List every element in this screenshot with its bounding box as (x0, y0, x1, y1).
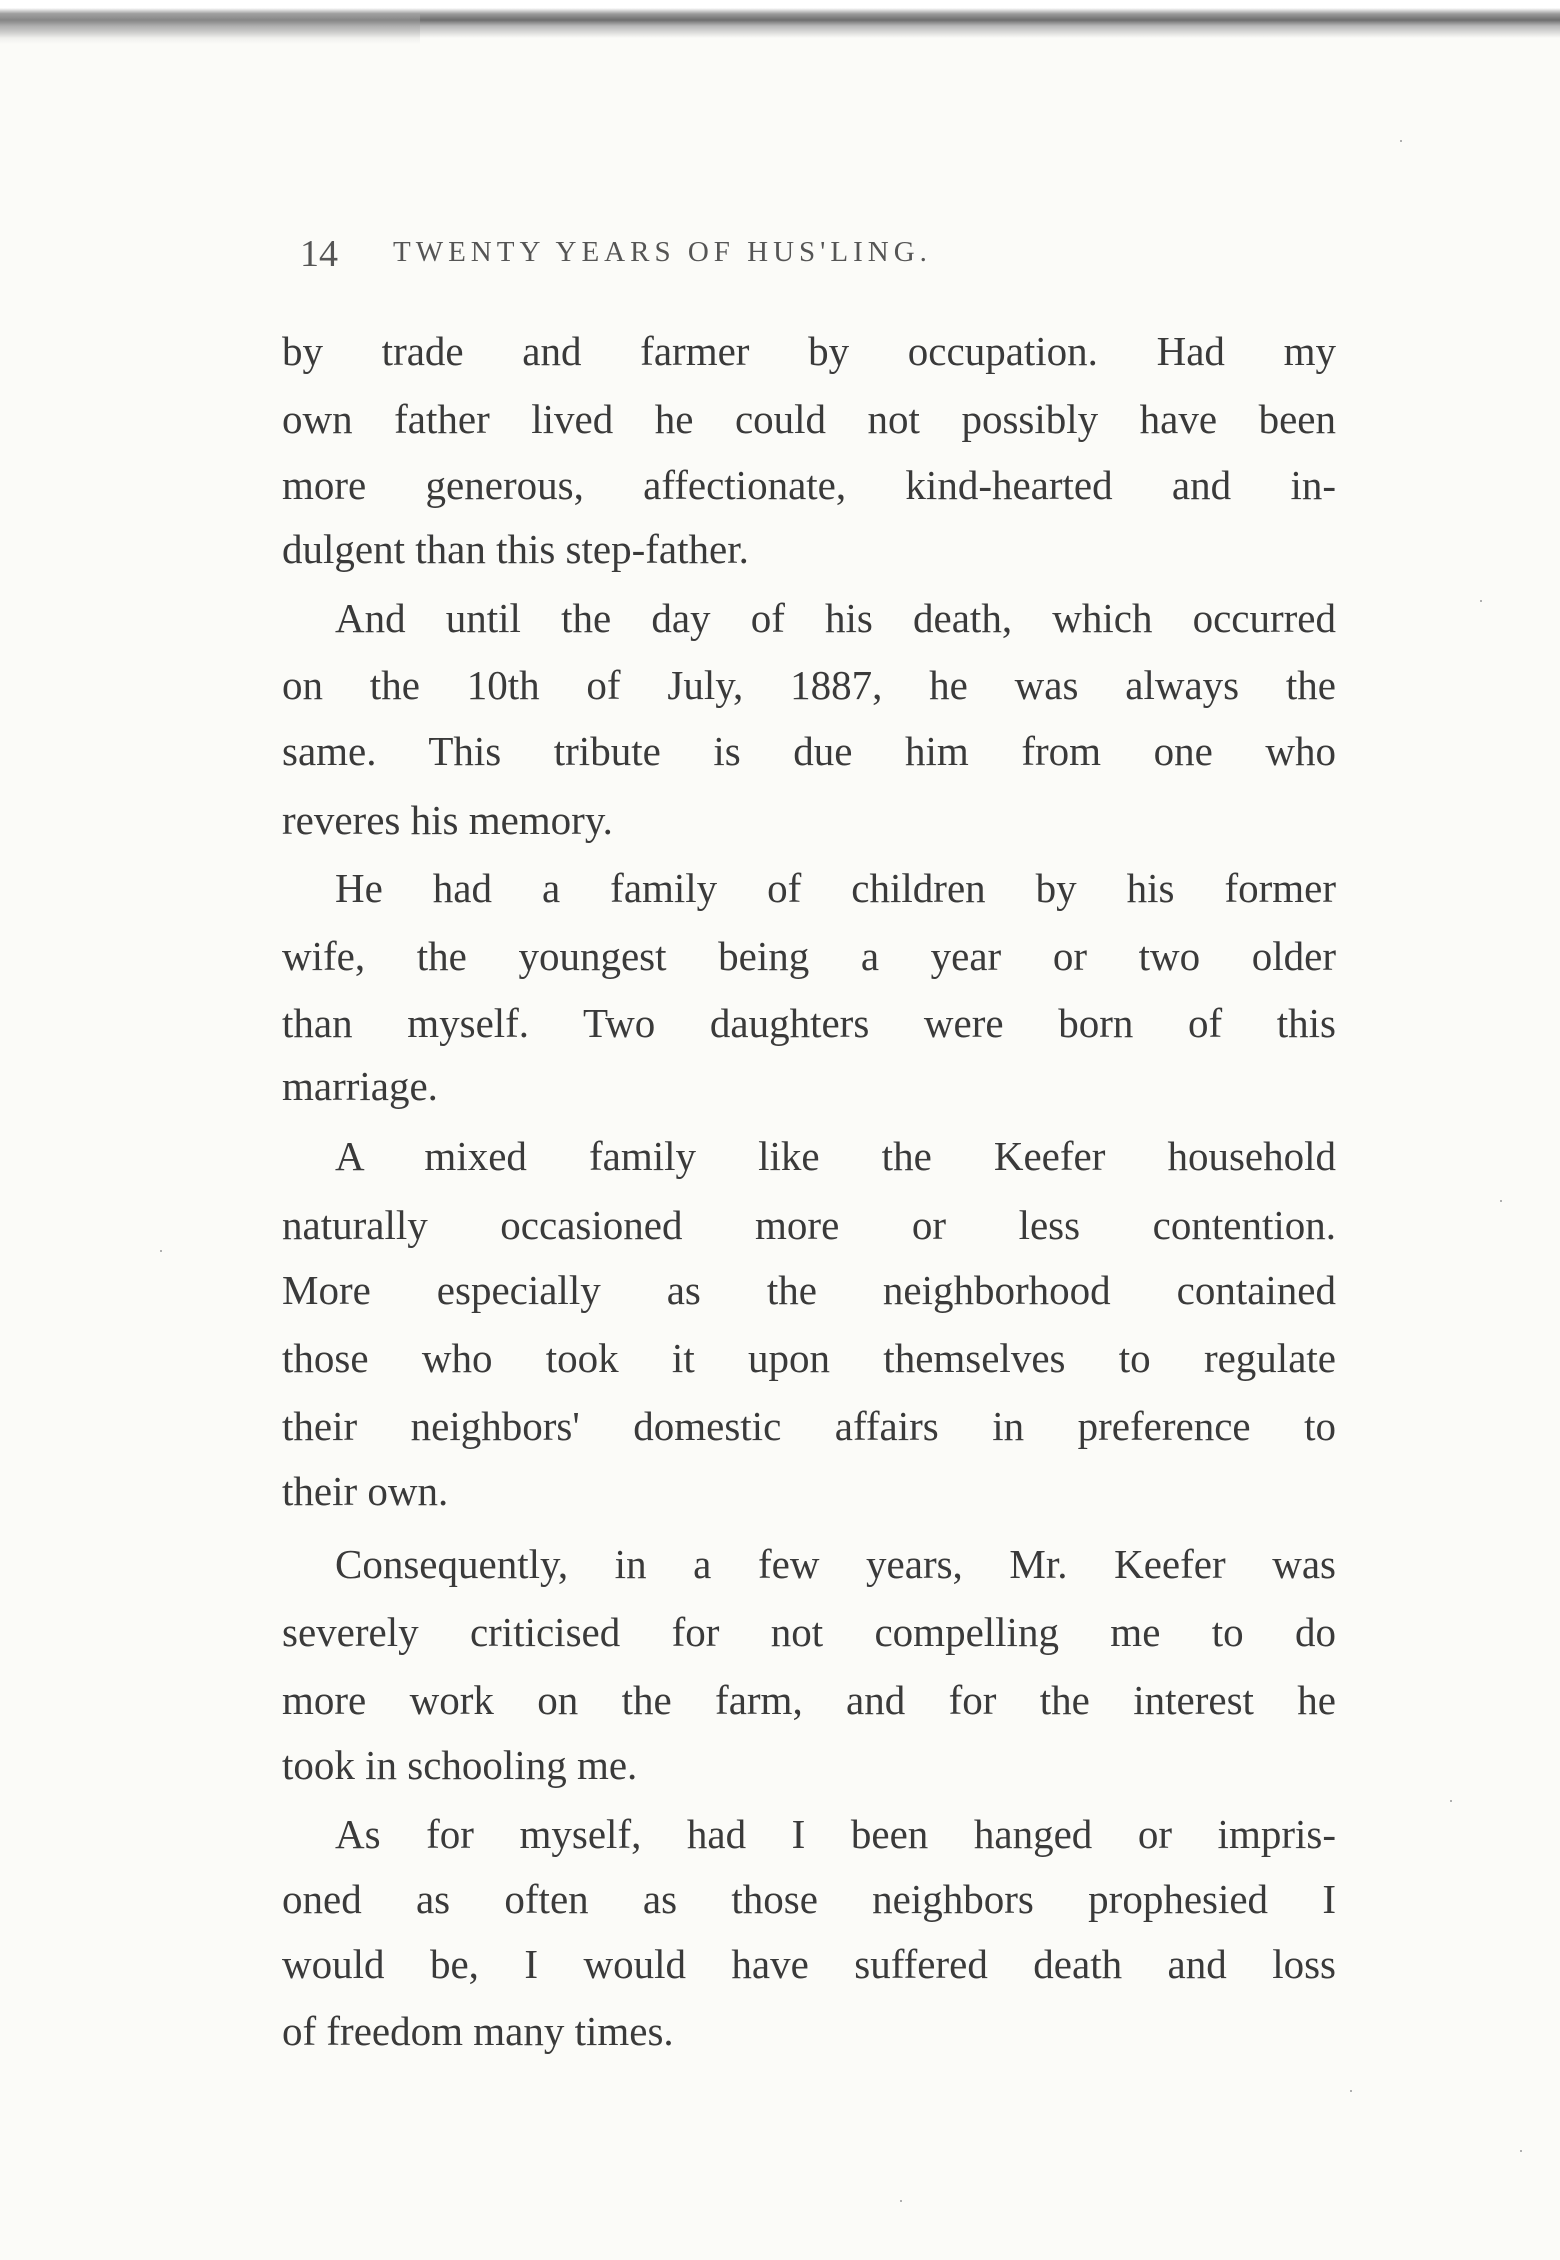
scan-edge-shadow-left (0, 14, 420, 44)
text-line: than myself. Two daughters were born of this (282, 1000, 1336, 1046)
scan-speck (1350, 2090, 1352, 2092)
text-line: their own. (282, 1468, 449, 1514)
text-line: And until the day of his death, which occurred (335, 595, 1336, 641)
scan-speck (900, 2200, 902, 2202)
running-title: TWENTY YEARS OF HUS'LING. (393, 236, 932, 268)
scan-speck (1500, 1200, 1502, 1202)
text-line: more work on the farm, and for the interest he (282, 1677, 1336, 1723)
text-line: by trade and farmer by occupation. Had my (282, 328, 1336, 374)
scan-speck (1480, 600, 1482, 602)
text-line: more generous, affectionate, kind-hearted and in- (282, 462, 1336, 508)
text-line: own father lived he could not possibly have been (282, 396, 1336, 442)
text-line: As for myself, had I been hanged or impris- (335, 1811, 1336, 1857)
text-line: oned as often as those neighbors prophesied I (282, 1876, 1336, 1922)
text-line: took in schooling me. (282, 1742, 638, 1788)
page-number: 14 (300, 233, 338, 275)
text-line: their neighbors' domestic affairs in preference to (282, 1403, 1336, 1449)
text-line: naturally occasioned more or less contention. (282, 1202, 1336, 1248)
text-line: More especially as the neighborhood contained (282, 1267, 1336, 1313)
scan-speck (1520, 2150, 1522, 2152)
scan-speck (1450, 1800, 1452, 1802)
text-line: Consequently, in a few years, Mr. Keefer was (335, 1541, 1336, 1587)
text-line: A mixed family like the Keefer household (335, 1133, 1336, 1179)
text-line: would be, I would have suffered death and loss (282, 1941, 1336, 1987)
text-line: marriage. (282, 1063, 438, 1109)
text-line: reveres his memory. (282, 797, 613, 843)
text-line: dulgent than this step-father. (282, 526, 749, 572)
text-line: on the 10th of July, 1887, he was always the (282, 662, 1336, 708)
text-line: same. This tribute is due him from one who (282, 728, 1336, 774)
text-line: those who took it upon themselves to regulate (282, 1335, 1336, 1381)
text-line: severely criticised for not compelling me to do (282, 1609, 1336, 1655)
scan-speck (160, 1250, 162, 1252)
text-line: He had a family of children by his former (335, 865, 1336, 911)
text-line: wife, the youngest being a year or two older (282, 933, 1336, 979)
scan-speck (1400, 140, 1402, 142)
text-line: of freedom many times. (282, 2008, 674, 2054)
